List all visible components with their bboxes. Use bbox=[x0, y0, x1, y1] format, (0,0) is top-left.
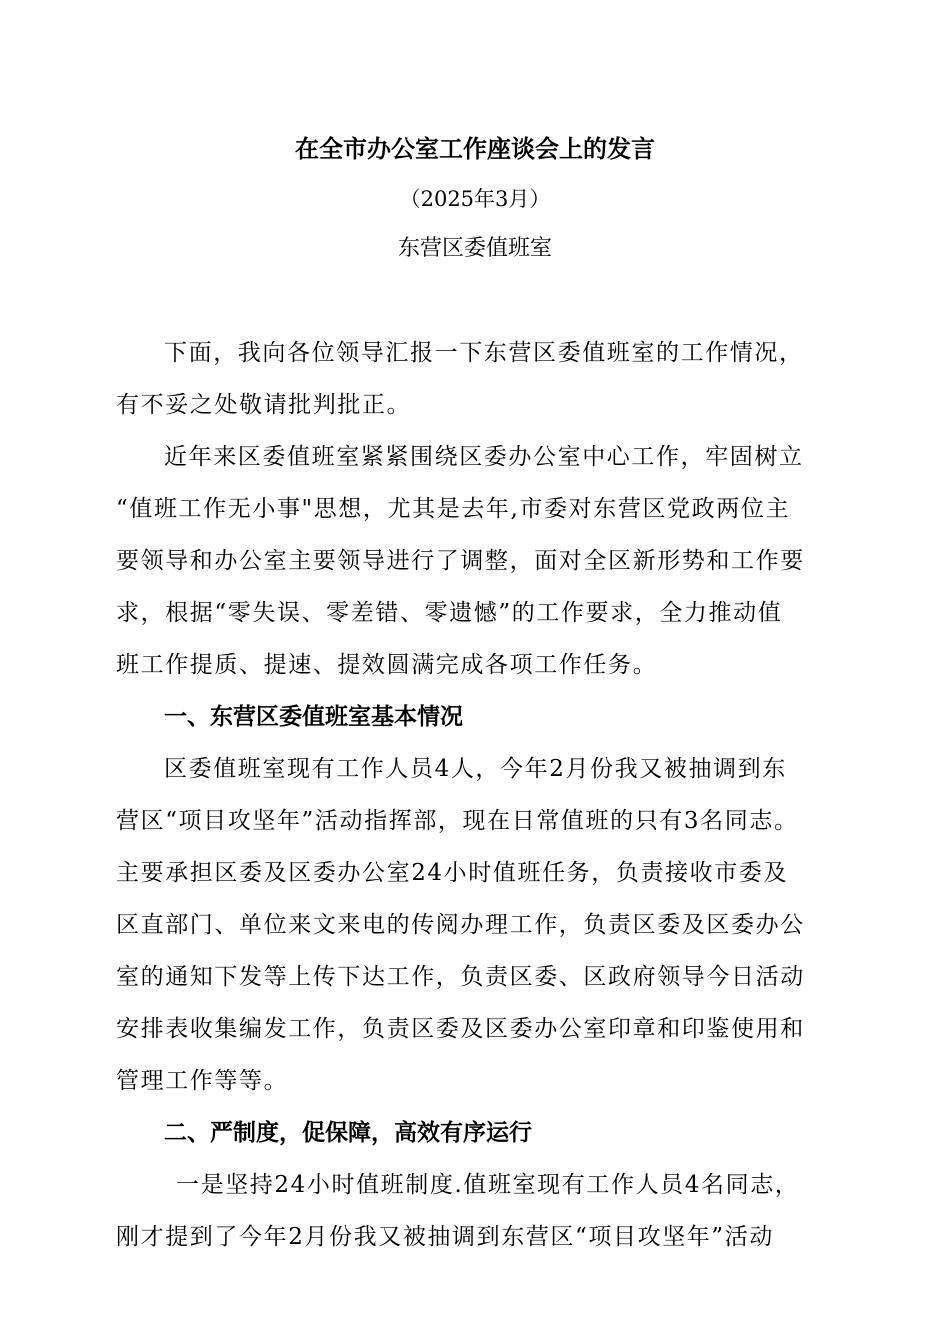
paragraph-line: 求，根据“零失误、零差错、零遗憾”的工作要求，全力推动值 bbox=[116, 600, 783, 626]
section-heading-1: 一、东营区委值班室基本情况 bbox=[164, 704, 463, 730]
paragraph-line: 区委值班室现有工作人员4人，今年2月份我又被抽调到东 bbox=[164, 756, 787, 782]
paragraph-line: 一是坚持24小时值班制度.值班室现有工作人员4名同志， bbox=[176, 1172, 800, 1198]
paragraph-line: 区直部门、单位来文来电的传阅办理工作，负责区委及区委办公 bbox=[116, 912, 805, 938]
document-body bbox=[116, 327, 836, 1263]
document-date: （2025年3月） bbox=[399, 187, 551, 211]
paragraph-line: 营区“项目攻坚年”活动指挥部，现在日常值班的只有3名同志。 bbox=[116, 808, 799, 834]
document-author: 东营区委值班室 bbox=[397, 236, 552, 261]
paragraph-line: 班工作提质、提速、提效圆满完成各项工作任务。 bbox=[116, 652, 658, 678]
paragraph-line: 室的通知下发等上传下达工作，负责区委、区政府领导今日活动 bbox=[116, 964, 805, 990]
paragraph-line: 有不妥之处敬请批判批正。 bbox=[116, 392, 412, 418]
paragraph-line: 要领导和办公室主要领导进行了调整，面对全区新形势和工作要 bbox=[116, 548, 805, 574]
document-title: 在全市办公室工作座谈会上的发言 bbox=[295, 135, 655, 163]
paragraph-line: “值班工作无小事"思想，尤其是去年,市委对东营区党政两位主 bbox=[116, 496, 791, 522]
paragraph-line: 下面，我向各位领导汇报一下东营区委值班室的工作情况， bbox=[164, 340, 804, 366]
paragraph-line: 近年来区委值班室紧紧围绕区委办公室中心工作，牢固树立 bbox=[164, 444, 804, 470]
paragraph-line: 主要承担区委及区委办公室24小时值班任务，负责接收市委及 bbox=[116, 860, 789, 886]
paragraph-line: 管理工作等等。 bbox=[116, 1068, 289, 1094]
paragraph-line: 刚才提到了今年2月份我又被抽调到东营区“项目攻坚年”活动 bbox=[116, 1224, 774, 1250]
section-heading-2: 二、严制度，促保障，高效有序运行 bbox=[164, 1120, 532, 1146]
paragraph-line: 安排表收集编发工作，负责区委及区委办公室印章和印鉴使用和 bbox=[116, 1016, 805, 1042]
